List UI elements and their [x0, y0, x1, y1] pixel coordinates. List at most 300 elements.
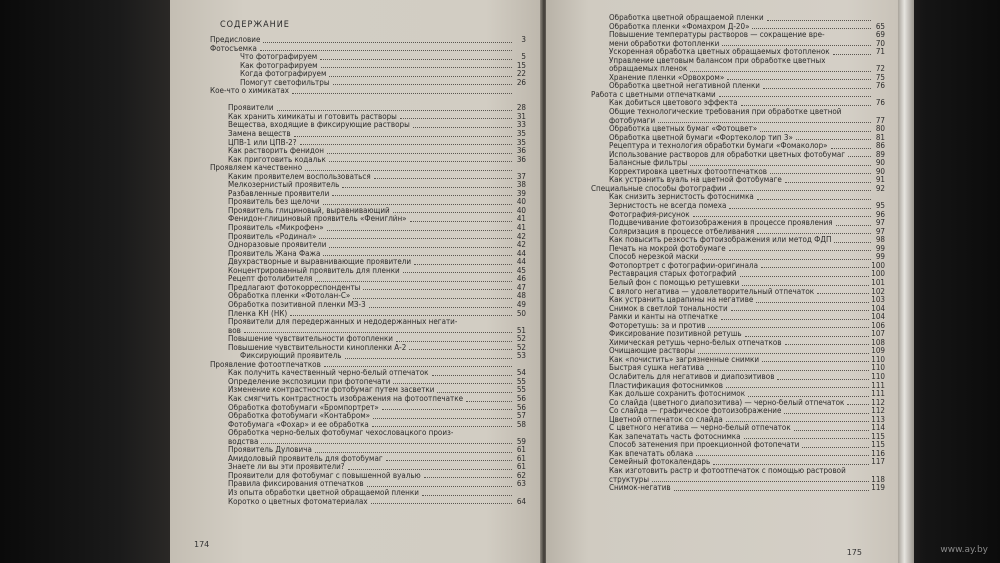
toc-entry: [210, 455, 526, 464]
toc-entry: [210, 429, 526, 438]
toc-entry: [591, 142, 885, 151]
toc-entry-title: Изменение контрастности фотобумаг путем засветки: [228, 386, 435, 395]
toc-entry: [591, 262, 885, 271]
toc-entry: [591, 14, 885, 23]
dot-leader: [690, 71, 871, 72]
toc-entry-title: Каким проявителем воспользоваться: [228, 172, 371, 181]
toc-entry-page: 28: [516, 103, 526, 113]
toc-entry-page: 48: [516, 291, 526, 301]
toc-entry: [210, 421, 526, 430]
toc-entry-page: 33: [516, 120, 526, 130]
dot-leader: [777, 379, 869, 380]
toc-entry-page: 47: [516, 282, 526, 292]
toc-entry: [591, 313, 885, 322]
toc-entry-page: 95: [875, 201, 885, 211]
toc-entry-title: Предлагают фотокорреспонденты: [228, 283, 361, 292]
toc-entry-page: 61: [516, 453, 526, 463]
toc-entry: [210, 156, 526, 165]
toc-entry: [210, 275, 526, 284]
toc-entry: [591, 347, 885, 356]
toc-entry-page: 90: [875, 166, 885, 176]
dot-leader: [713, 464, 869, 465]
toc-entry: [591, 193, 885, 202]
toc-entry: [591, 339, 885, 348]
toc-entry: [591, 399, 885, 408]
dot-leader: [294, 136, 512, 137]
toc-entry-title: Со слайда — графическое фотоизображение: [609, 407, 782, 416]
protective-sheet-edge: [898, 0, 914, 563]
toc-entry-title: Использование растворов для обработки цветных фотобумаг: [609, 150, 846, 159]
toc-entry-page: 64: [516, 496, 526, 506]
toc-entry-title: вов: [228, 326, 241, 335]
toc-entry-page: 97: [875, 218, 885, 228]
toc-entry-page: 35: [516, 137, 526, 147]
toc-entry-page: 100: [871, 269, 885, 279]
dot-leader: [741, 105, 871, 106]
dot-leader: [847, 404, 869, 405]
toc-entry: [210, 327, 526, 336]
toc-entry: [210, 258, 526, 267]
dot-leader: [833, 54, 871, 55]
dot-leader: [332, 195, 512, 196]
toc-entry: [591, 382, 885, 391]
toc-entry-title: структуры: [609, 475, 650, 484]
watermark: www.ay.by: [940, 545, 988, 555]
toc-entry: [210, 79, 526, 88]
toc-entry: [591, 108, 885, 117]
toc-entry-page: 110: [871, 371, 885, 381]
dot-leader: [757, 199, 871, 200]
toc-entry: [210, 267, 526, 276]
toc-entry: [591, 151, 885, 160]
toc-entry: [591, 245, 885, 254]
toc-entry-page: 89: [875, 149, 885, 159]
toc-entry-title: Обработка пленки «Фотолан-С»: [228, 292, 351, 301]
dot-leader: [466, 401, 512, 402]
toc-entry-title: Проявитель без щелочи: [228, 198, 320, 207]
dot-leader: [742, 285, 869, 286]
toc-entry-title: Как запечатать часть фотоснимка: [609, 432, 741, 441]
toc-entry: [591, 450, 885, 459]
toc-entry: [210, 438, 526, 447]
dot-leader: [300, 144, 512, 145]
dot-leader: [763, 88, 871, 89]
toc-entry-title: Одноразовые проявители: [228, 241, 327, 250]
toc-entry-title: мени обработки фотопленки: [609, 39, 720, 48]
toc-entry-title: Пленка КН (НК): [228, 309, 288, 318]
toc-entry-title: Что фотографируем: [240, 53, 318, 62]
dot-leader: [305, 170, 512, 171]
toc-entry-title: Проявители для фотобумаг с повышенной вуалью: [228, 471, 421, 480]
toc-entry: [210, 207, 526, 216]
dot-leader: [413, 127, 512, 128]
toc-entry: [210, 472, 526, 481]
toc-entry: [591, 279, 885, 288]
toc-entry: [210, 173, 526, 182]
toc-entry-title: Кое-что о химикатах: [210, 87, 290, 96]
toc-entry-page: 112: [871, 397, 885, 407]
toc-entry: [591, 416, 885, 425]
toc-entry: [591, 253, 885, 262]
toc-entry: [210, 233, 526, 242]
toc-entry-title: Из опыта обработки цветной обращаемой пленки: [228, 488, 419, 497]
toc-entry-page: 90: [875, 158, 885, 168]
toc-entry-title: Подцвечивание фотоизображения в процессе проявления: [609, 219, 833, 228]
toc-entry-title: Как приготовить кодальк: [228, 155, 326, 164]
toc-entry-title: Рамки и канты на отпечатке: [609, 313, 718, 322]
toc-entry: [591, 117, 885, 126]
dot-leader: [756, 302, 869, 303]
toc-entry-title: Обработка цветных бумаг «Фотоцвет»: [609, 125, 758, 134]
toc-entry-page: 61: [516, 445, 526, 455]
toc-entry: [591, 330, 885, 339]
toc-entry: [591, 31, 885, 40]
toc-entry-page: 58: [516, 419, 526, 429]
toc-entry-title: С цветного негатива — черно-белый отпечаток: [609, 424, 791, 433]
toc-entry-page: 65: [875, 21, 885, 31]
toc-entry-title: Корректировка цветных фотоотпечатков: [609, 167, 767, 176]
toc-entry-title: Разбавленные проявители: [228, 189, 330, 198]
dot-leader: [834, 242, 871, 243]
toc-entry-title: Коротко о цветных фотоматериалах: [228, 497, 368, 506]
dot-leader: [386, 460, 512, 461]
toc-entry-title: Повышение температуры растворов — сокращение вре-: [609, 31, 825, 40]
toc-entry-page: 39: [516, 188, 526, 198]
toc-entry-title: Снимок в светлой тональности: [609, 304, 728, 313]
toc-entry-page: 117: [871, 457, 885, 467]
dot-leader: [752, 28, 871, 29]
page-number-right: 175: [846, 548, 862, 557]
dot-leader: [721, 319, 869, 320]
toc-entry-title: Фотография-рисунок: [609, 210, 690, 219]
toc-entry-title: Быстрая сушка негатива: [609, 364, 705, 373]
dot-leader: [844, 114, 871, 115]
toc-entry-page: 53: [516, 351, 526, 361]
dot-leader: [432, 375, 513, 376]
toc-entry-title: Хранение пленки «Орвохром»: [609, 73, 725, 82]
toc-entry-title: Обработка фотобумаги «Контабром»: [228, 412, 371, 421]
toc-left: [210, 18, 526, 506]
toc-entry: [210, 70, 526, 79]
dot-leader: [372, 426, 512, 427]
right-page: [546, 0, 900, 563]
toc-entry: [591, 23, 885, 32]
toc-entry-page: 22: [516, 69, 526, 79]
toc-entry-page: 36: [516, 154, 526, 164]
toc-entry-title: Проявители: [228, 104, 274, 113]
dot-leader: [658, 122, 871, 123]
toc-entry-title: Мелкозернистый проявитель: [228, 181, 340, 190]
toc-entry: [591, 236, 885, 245]
toc-entry-page: 42: [516, 240, 526, 250]
dot-leader: [409, 349, 512, 350]
toc-entry: [210, 404, 526, 413]
toc-entry-title: Как добиться цветового эффекта: [609, 99, 738, 108]
dot-leader: [371, 503, 512, 504]
toc-entry-title: Замена веществ: [228, 130, 291, 139]
toc-entry-title: Вещества, входящие в фиксирующие растворы: [228, 121, 410, 130]
toc-entry: [591, 185, 885, 194]
toc-entry-page: 104: [871, 303, 885, 313]
toc-entry: [591, 91, 885, 100]
toc-entry: [591, 356, 885, 365]
toc-entry: [210, 215, 526, 224]
toc-entry-page: 114: [871, 423, 885, 433]
dot-leader: [828, 37, 871, 38]
toc-entry-title: Фотосъемка: [210, 44, 257, 53]
dot-leader: [702, 259, 871, 260]
toc-entry: [210, 412, 526, 421]
toc-entry-page: 102: [871, 286, 885, 296]
toc-entry-page: 63: [516, 479, 526, 489]
dot-leader: [290, 315, 512, 316]
dot-leader: [674, 490, 870, 491]
toc-entry-title: Как фотографируем: [240, 61, 318, 70]
dot-leader: [374, 178, 512, 179]
toc-entry-page: 52: [516, 334, 526, 344]
toc-entry-title: Когда фотографируем: [240, 70, 327, 79]
toc-entry-page: 44: [516, 248, 526, 258]
toc-entry: [210, 104, 526, 113]
toc-entry-title: Фотобумага «Фохар» и ее обработка: [228, 420, 369, 429]
dot-leader: [785, 182, 871, 183]
dot-leader: [760, 131, 871, 132]
dot-leader: [757, 233, 871, 234]
toc-entry: [591, 219, 885, 228]
dot-leader: [319, 238, 512, 239]
toc-entry: [210, 113, 526, 122]
toc-entry: [591, 99, 885, 108]
toc-entry: [591, 57, 885, 66]
dot-leader: [698, 353, 869, 354]
toc-entry-title: Белый фон с помощью ретушевки: [609, 278, 740, 287]
toc-entry-page: 55: [516, 376, 526, 386]
toc-entry-title: Печать на мокрой фотобумаге: [609, 244, 726, 253]
toc-entry-page: 44: [516, 257, 526, 267]
toc-entry: [210, 318, 526, 327]
dot-leader: [726, 387, 869, 388]
dot-leader: [382, 409, 512, 410]
toc-entry: [210, 352, 526, 361]
toc-entry: [210, 378, 526, 387]
dot-leader: [369, 307, 512, 308]
toc-entry-title: Цветной отпечаток со слайда: [609, 415, 723, 424]
toc-entry: [210, 301, 526, 310]
toc-entry-page: 35: [516, 129, 526, 139]
toc-entry: [210, 130, 526, 139]
toc-entry-title: Определение экспозиции при фотопечати: [228, 377, 391, 386]
toc-entry-page: 76: [875, 98, 885, 108]
toc-entry: [210, 292, 526, 301]
dot-leader: [722, 45, 871, 46]
dot-leader: [260, 50, 512, 51]
toc-entry-title: Повышение чувствительности фотопленки: [228, 335, 393, 344]
toc-entry-title: Правила фиксирования отпечатков: [228, 480, 364, 489]
toc-entry: [210, 480, 526, 489]
dot-leader: [796, 139, 871, 140]
dot-leader: [263, 42, 512, 43]
toc-entry-page: 49: [516, 299, 526, 309]
toc-entry-title: Рецепт фотолибителя: [228, 275, 313, 284]
toc-entry-title: Как устранить царапины на негативе: [609, 296, 754, 305]
toc-entry-page: 54: [516, 368, 526, 378]
toc-entry-page: 56: [516, 393, 526, 403]
toc-entry: [591, 288, 885, 297]
toc-entry: [591, 48, 885, 57]
toc-entry: [591, 270, 885, 279]
toc-entry-page: 52: [516, 342, 526, 352]
toc-entry: [591, 168, 885, 177]
toc-entry-title: Очищающие растворы: [609, 347, 696, 356]
toc-entry: [210, 361, 526, 370]
dot-leader: [321, 67, 512, 68]
dot-leader: [345, 358, 512, 359]
toc-entry-title: Проявитель Жана Фажа: [228, 249, 321, 258]
toc-entry-title: Проявитель глициновый, выравнивающий: [228, 206, 390, 215]
toc-entry-title: Повышение чувствительности кинопленки А-2: [228, 343, 407, 352]
toc-entry: [210, 369, 526, 378]
toc-entry: [210, 498, 526, 507]
toc-heading: СОДЕРЖАНИЕ: [220, 20, 290, 30]
dot-leader: [315, 281, 512, 282]
toc-entry: [210, 96, 526, 105]
toc-entry-page: 80: [875, 124, 885, 134]
toc-entry: [591, 484, 885, 493]
toc-entry-page: 96: [875, 209, 885, 219]
toc-entry-page: 107: [871, 329, 885, 339]
toc-entry-page: 97: [875, 226, 885, 236]
toc-entry-title: Как «почистить» загрязненные снимки: [609, 355, 760, 364]
toc-entry-page: 109: [871, 346, 885, 356]
toc-entry-page: 110: [871, 354, 885, 364]
toc-entry: [210, 446, 526, 455]
toc-entry-title: Ускоренная обработка цветных обращаемых фотопленок: [609, 48, 830, 57]
dot-leader: [794, 430, 870, 431]
toc-entry-page: 115: [871, 431, 885, 441]
dot-leader: [817, 293, 869, 294]
toc-entry: [210, 147, 526, 156]
toc-entry: [591, 74, 885, 83]
dot-leader: [828, 62, 871, 63]
toc-entry-title: Предисловие: [210, 36, 261, 44]
toc-entry: [591, 305, 885, 314]
toc-entry-title: Как хранить химикаты и готовить растворы: [228, 112, 397, 121]
toc-entry: [210, 190, 526, 199]
dot-leader: [261, 443, 512, 444]
dot-leader: [400, 118, 512, 119]
toc-entry-title: Знаете ли вы эти проявители?: [228, 463, 345, 472]
toc-entry: [591, 296, 885, 305]
toc-entry-page: 104: [871, 312, 885, 322]
toc-entry-title: Ослабитель для негативов и диапозитивов: [609, 372, 775, 381]
toc-entry: [591, 125, 885, 134]
dot-leader: [353, 298, 512, 299]
toc-entry-title: Как смягчить контрастность изображения на фотоотпечатке: [228, 394, 464, 403]
dot-leader: [767, 20, 871, 21]
dot-leader: [708, 327, 869, 328]
toc-entry-page: 71: [875, 47, 885, 57]
toc-entry-title: Работа с цветными отпечатками: [591, 90, 716, 99]
toc-entries-right: [591, 14, 885, 493]
toc-entry-page: 101: [871, 277, 885, 287]
toc-entry-page: 3: [521, 35, 526, 44]
toc-entry-page: 42: [516, 231, 526, 241]
dot-leader: [324, 366, 512, 367]
dot-leader: [849, 473, 871, 474]
dot-leader: [333, 84, 512, 85]
toc-entry-page: 5: [521, 52, 526, 62]
toc-entry-title: Помогут светофильтры: [240, 78, 330, 87]
dot-leader: [456, 435, 512, 436]
toc-entry-page: 72: [875, 64, 885, 74]
toc-entry: [210, 87, 526, 96]
toc-entry-page: 92: [875, 183, 885, 193]
toc-entry-title: Фоторетушь: за и против: [609, 321, 706, 330]
toc-entry: [591, 441, 885, 450]
toc-entry-title: Как устранить вуаль на цветной фотобумаге: [609, 176, 782, 185]
toc-entry: [210, 139, 526, 148]
toc-entry-title: водства: [228, 437, 259, 446]
dot-leader: [784, 413, 869, 414]
toc-entry: [591, 322, 885, 331]
toc-entry-title: Соляризация в процессе отбеливания: [609, 227, 755, 236]
toc-entry-title: Проявитель «Микрофен»: [228, 224, 324, 233]
toc-entry-title: Обработка цветной бумаги «Фортеколор тип 3»: [609, 133, 793, 142]
toc-entry-page: 111: [871, 389, 885, 399]
toc-entry: [210, 241, 526, 250]
toc-entry-title: Как изготовить растр и фотоотпечаток с помощью растровой: [609, 466, 846, 475]
toc-entry-page: 112: [871, 406, 885, 416]
dot-leader: [727, 79, 871, 80]
toc-entry-title: Проявитель «Родинал»: [228, 232, 317, 241]
dot-leader: [729, 190, 871, 191]
toc-entries-left: [210, 36, 526, 506]
toc-entry: [591, 159, 885, 168]
toc-entry: [591, 424, 885, 433]
toc-entry-title: Проявитель Дуловича: [228, 446, 312, 455]
dot-leader: [719, 96, 871, 97]
toc-entry: [210, 310, 526, 319]
toc-entry-title: Обработка пленки «Фомахром Д-20»: [609, 22, 750, 31]
toc-entry-page: 45: [516, 265, 526, 275]
toc-entry-page: 40: [516, 197, 526, 207]
toc-entry: [591, 433, 885, 442]
toc-entry-title: Фиксирование позитивной ретушь: [609, 330, 742, 339]
toc-entry: [591, 176, 885, 185]
toc-entry-page: 91: [875, 175, 885, 185]
dot-leader: [707, 370, 869, 371]
toc-entry-page: 103: [871, 295, 885, 305]
toc-entry-page: 55: [516, 385, 526, 395]
toc-entry-title: Обработка черно-белых фотобумаг чехословацкого произ-: [228, 429, 454, 438]
toc-entry-title: Проявители для передержанных и недодержанных негати-: [228, 318, 458, 327]
toc-entry-page: 99: [875, 252, 885, 262]
toc-entry-title: Способ нерезкой маски: [609, 253, 699, 262]
toc-entry-title: Фиксирующий проявитель: [240, 352, 342, 361]
toc-entry-page: 40: [516, 205, 526, 215]
toc-entry-title: Фенидон-глициновый проявитель «Фенигли́н»: [228, 215, 407, 224]
toc-entry: [210, 45, 526, 54]
toc-entry-title: С вялого негатива — удовлетворительный отпечаток: [609, 287, 815, 296]
toc-entry-page: 77: [875, 115, 885, 125]
toc-entry: [591, 228, 885, 237]
toc-entry-page: 50: [516, 308, 526, 318]
toc-entry: [210, 395, 526, 404]
dot-leader: [762, 361, 869, 362]
dot-leader: [745, 336, 870, 337]
dot-leader: [342, 187, 512, 188]
dot-leader: [329, 76, 512, 77]
